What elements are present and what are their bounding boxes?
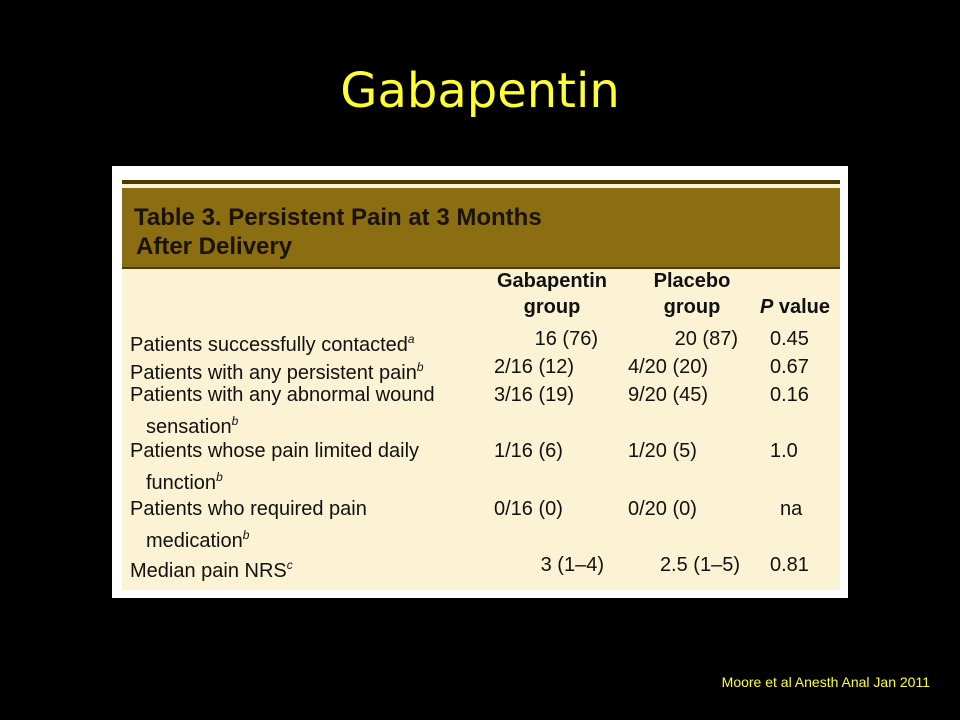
row-label-text: Patients whose pain limited daily [130, 440, 420, 462]
row-label-text: Patients who required pain [130, 498, 367, 520]
table-caption-line-2: After Delivery [136, 233, 293, 260]
cell-placebo: 9/20 (45) [628, 384, 709, 406]
cell-gabapentin: 3/16 (19) [494, 384, 575, 406]
row-label-text: Patients successfully contacted [130, 334, 408, 356]
row-label-text-2: sensation [146, 416, 232, 438]
table-caption-band [122, 188, 840, 269]
cell-value: 2.5 (1–5) [659, 554, 740, 576]
footnote-marker: b [231, 414, 239, 428]
row-label-text: Patients with any persistent pain [130, 362, 417, 384]
cell-p-value: 0.45 [770, 328, 809, 350]
cell-p-value: na [780, 498, 803, 520]
cell-gabapentin: 0/16 (0) [494, 498, 563, 520]
cell-p-value: 0.16 [770, 384, 809, 406]
row-label-continuation [130, 464, 480, 496]
cell-gabapentin [494, 552, 622, 578]
row-label-text-2: medication [146, 530, 243, 552]
cell-placebo: 0/20 (0) [628, 498, 697, 520]
cell-gabapentin: 2/16 (12) [494, 356, 575, 378]
row-label-pain-medication [130, 496, 480, 554]
cell-value: 20 (87) [674, 328, 738, 350]
column-header-gabapentin-line-2: group [523, 296, 581, 318]
cell-p-value: 0.67 [770, 356, 809, 378]
column-header-p-value [754, 294, 836, 320]
citation: Moore et al Anesth Anal Jan 2011 [721, 674, 930, 690]
table-top-rule [122, 180, 840, 184]
row-label-daily-function [130, 438, 480, 496]
column-header-gabapentin [482, 268, 622, 320]
cell-placebo: 1/20 (5) [628, 440, 697, 462]
cell-value: 3 (1–4) [540, 554, 604, 576]
footnote-marker: b [242, 528, 250, 542]
cell-p-value: 0.81 [770, 554, 809, 576]
row-label-median-nrs [130, 552, 480, 584]
p-value-letter: P [759, 296, 774, 318]
cell-placebo: 4/20 (20) [628, 356, 709, 378]
table-caption-line-1: Table 3. Persistent Pain at 3 Months [134, 204, 542, 231]
column-header-placebo-line-1: Placebo [653, 270, 731, 292]
cell-value: 16 (76) [534, 328, 598, 350]
cell-p-value: 1.0 [770, 440, 798, 462]
column-header-gabapentin-line-1: Gabapentin [496, 270, 607, 292]
row-label-text-2: function [146, 472, 217, 494]
cell-gabapentin [494, 326, 622, 352]
row-label-continuation [130, 522, 480, 554]
row-label-text: Patients with any abnormal wound [130, 384, 435, 406]
row-label-continuation [130, 408, 480, 440]
table-image-frame [112, 166, 848, 598]
cell-gabapentin: 1/16 (6) [494, 440, 563, 462]
row-label-text: Median pain NRS [130, 560, 287, 582]
results-table [122, 180, 840, 590]
footnote-marker: b [216, 470, 223, 484]
column-header-placebo-line-2: group [663, 296, 721, 318]
cell-placebo [628, 326, 748, 352]
footnote-marker: b [416, 360, 424, 374]
row-label-wound-sensation [130, 382, 480, 440]
footnote-marker: a [407, 332, 415, 346]
p-value-word: value [773, 296, 831, 318]
footnote-marker: c [286, 558, 293, 572]
cell-placebo [628, 552, 748, 578]
slide-title: Gabapentin [340, 63, 620, 119]
column-header-placebo [632, 268, 752, 320]
